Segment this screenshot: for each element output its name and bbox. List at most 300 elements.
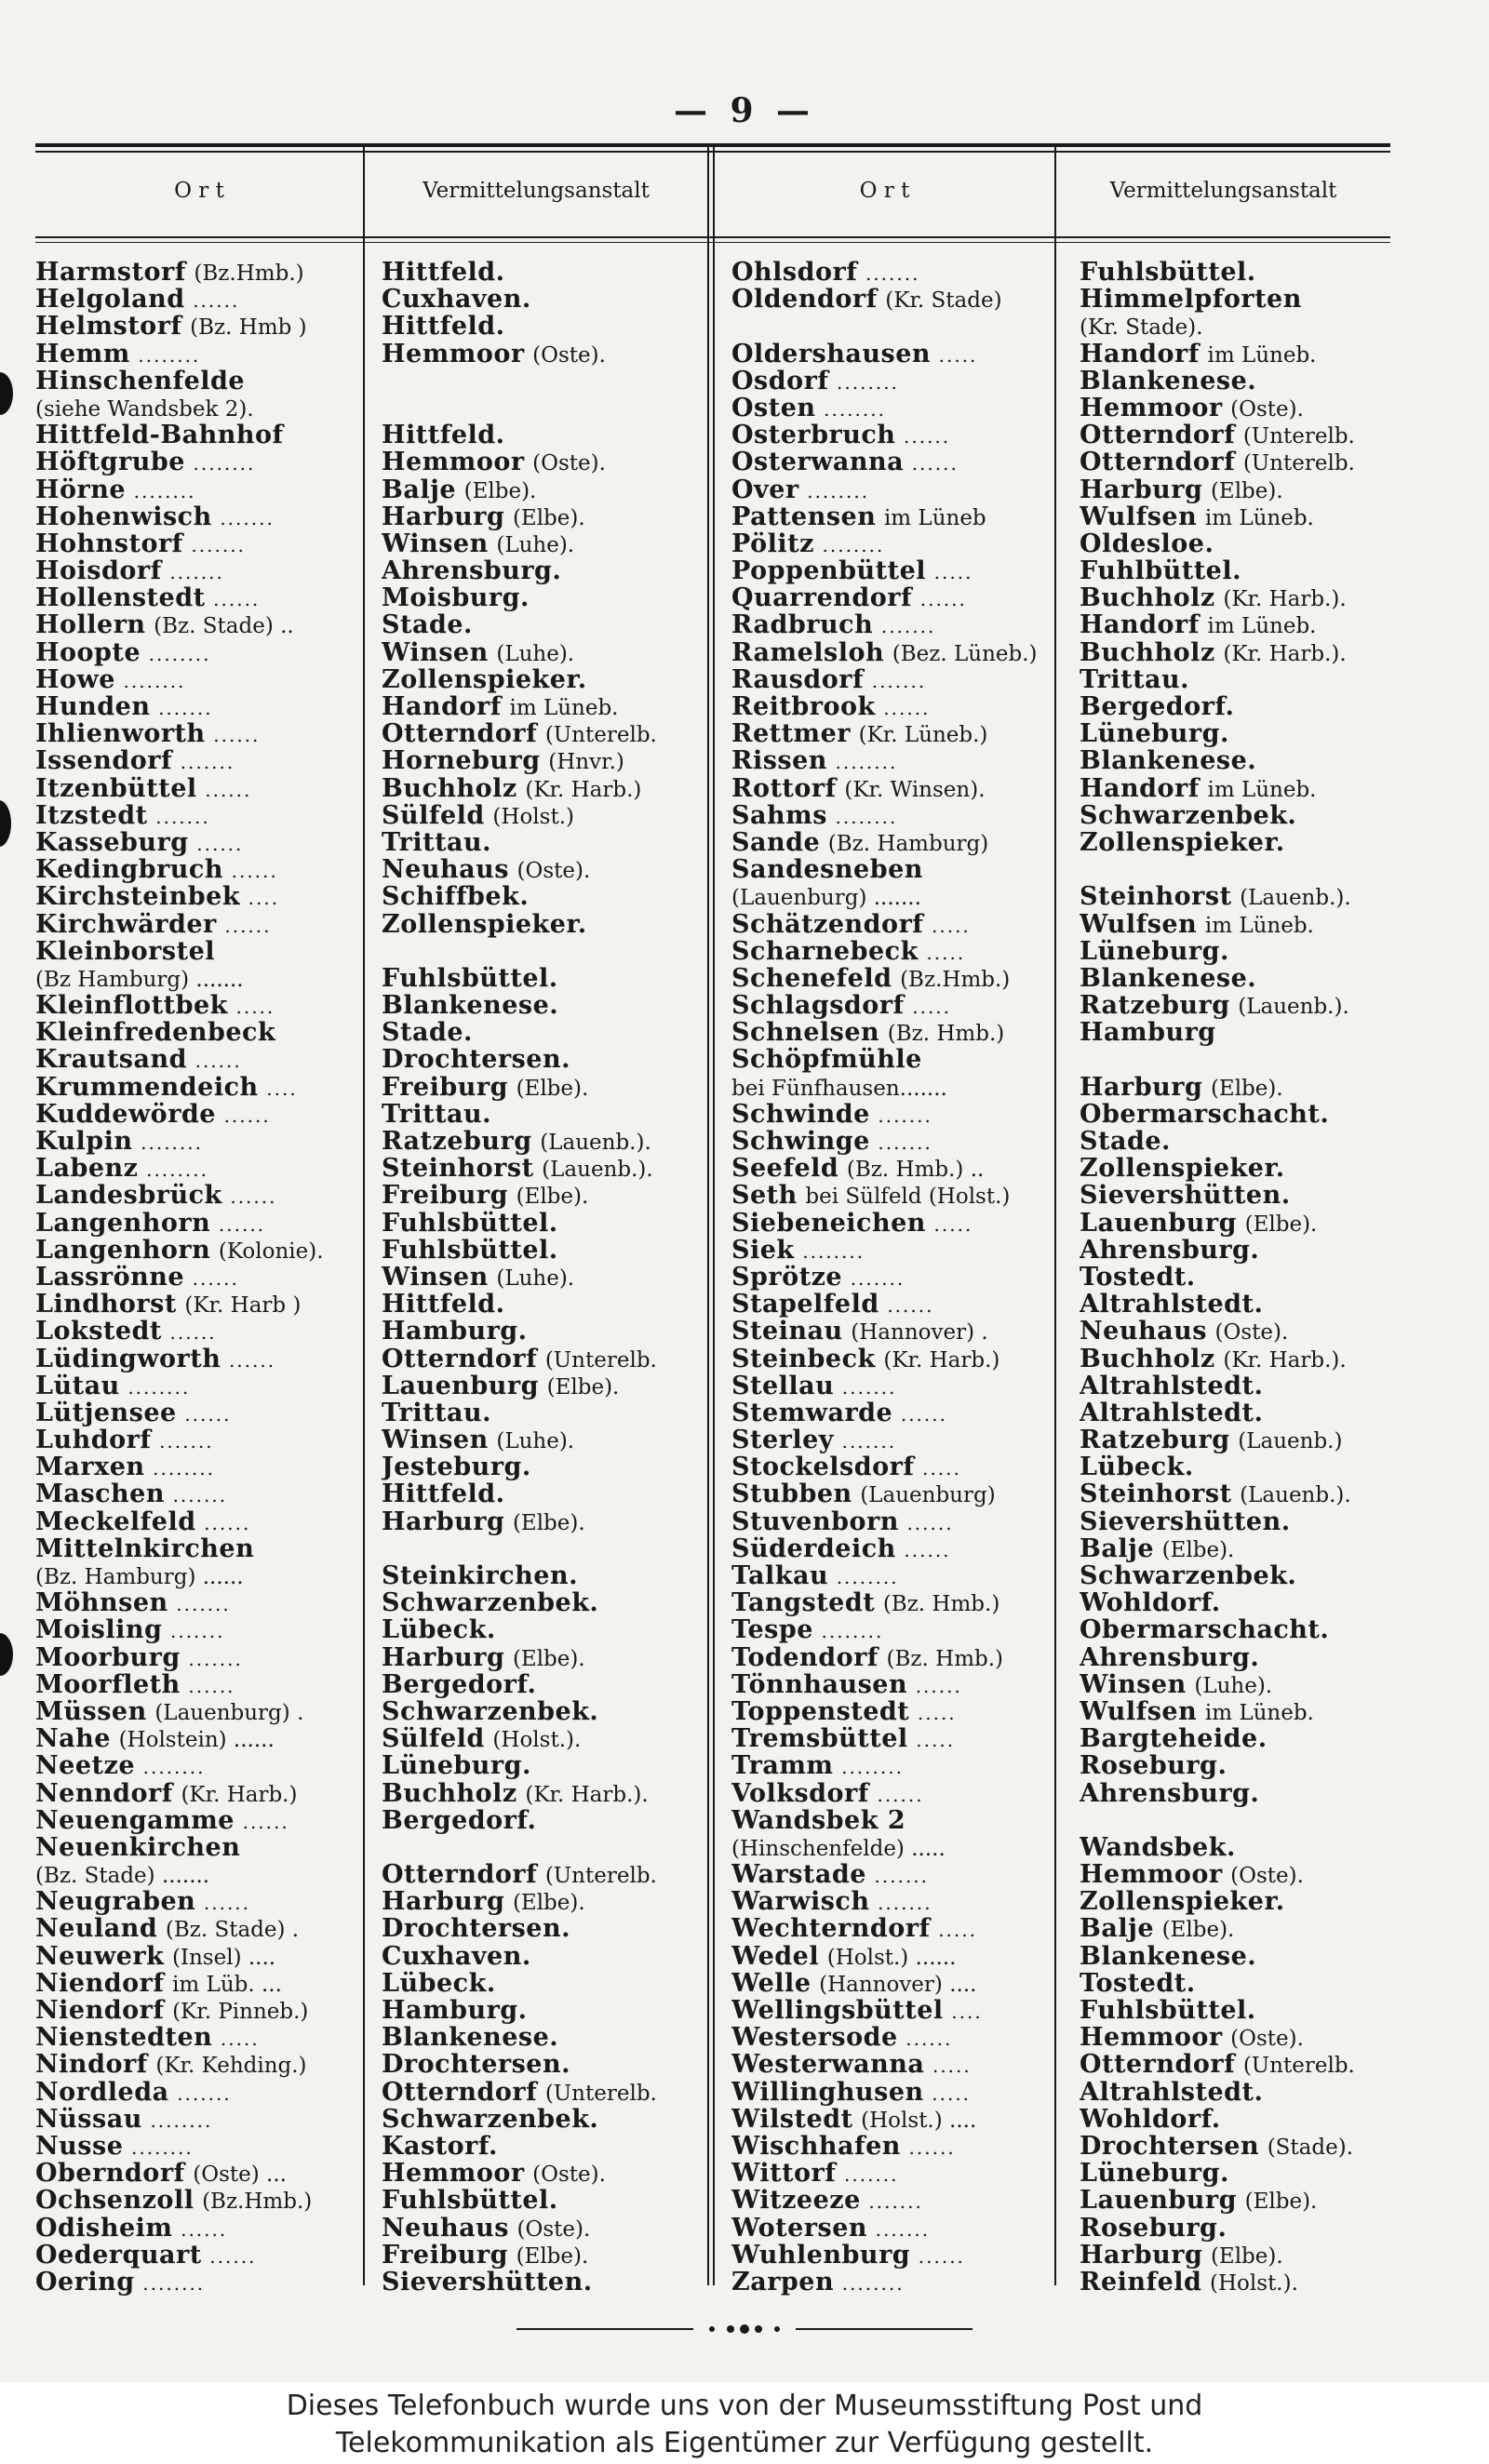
entry-name: Osten xyxy=(731,394,816,422)
exchange-entry xyxy=(1080,503,1392,530)
entry-name: Zollenspieker. xyxy=(1080,1155,1285,1183)
entry-name: Kirchwärder xyxy=(35,910,217,938)
entry-qualifier: (Lauenb.). xyxy=(540,1131,651,1155)
place-entry xyxy=(35,856,357,883)
entry-name: Kedingbruch xyxy=(35,856,224,884)
entry-qualifier: ..... xyxy=(235,996,275,1019)
entry-qualifier: bei Fünfhausen....... xyxy=(731,1076,947,1101)
entry-name: Nenndorf xyxy=(35,1779,173,1807)
exchange-entry xyxy=(382,992,705,1019)
place-entry xyxy=(731,1943,1050,1970)
entry-qualifier: ...... xyxy=(203,1892,251,1915)
entry-qualifier: (Oste). xyxy=(532,451,606,476)
entry-name: Lüneburg. xyxy=(1080,2160,1229,2188)
entry-name: Bergedorf. xyxy=(1080,693,1235,721)
entry-qualifier: ....... xyxy=(180,751,235,774)
place-entry xyxy=(731,1508,1050,1535)
entry-name: Winsen xyxy=(1080,1670,1187,1698)
place-entry xyxy=(731,1155,1050,1182)
entry-name: Bargteheide. xyxy=(1080,1725,1268,1753)
entry-qualifier: ........ xyxy=(142,2271,206,2295)
entry-qualifier: im Lüneb. xyxy=(1207,614,1317,639)
entry-name: Oberndorf xyxy=(35,2160,185,2188)
entry-name: Stapelfeld xyxy=(731,1291,879,1319)
exchange-entry xyxy=(1080,856,1392,883)
entry-qualifier: ....... xyxy=(169,1620,225,1643)
exchange-entry xyxy=(1080,1237,1392,1264)
exchange-entry xyxy=(382,1535,705,1562)
place-entry xyxy=(731,775,1050,802)
exchange-entry xyxy=(382,422,705,449)
entry-qualifier: ...... xyxy=(205,778,252,801)
exchange-entry xyxy=(1080,313,1392,340)
entry-name: Schwarzenbek. xyxy=(382,1589,599,1617)
entry-qualifier: (Luhe). xyxy=(496,1429,575,1454)
entry-name: Otterndorf xyxy=(382,2078,538,2106)
entry-name: Lütau xyxy=(35,1372,120,1399)
exchange-entry xyxy=(1080,1915,1392,1942)
entry-name: Lübeck. xyxy=(382,1616,496,1644)
entry-name: Ahrensburg. xyxy=(1080,1236,1260,1264)
entry-qualifier: (Unterelb. xyxy=(1242,424,1355,449)
entry-name: Wuhlenburg xyxy=(731,2241,911,2269)
entry-qualifier: ........ xyxy=(142,1756,206,1779)
exchange-entry xyxy=(1080,2079,1392,2106)
place-entry xyxy=(35,911,357,938)
entry-name: Krummendeich xyxy=(35,1073,259,1101)
place-entry xyxy=(35,1210,357,1237)
entry-name: Ahrensburg. xyxy=(382,557,562,585)
entry-name: Steinhorst xyxy=(382,1155,534,1183)
exchange-entry xyxy=(382,1970,705,1997)
place-entry xyxy=(731,1644,1050,1671)
header-ort-left: O r t xyxy=(174,179,224,203)
entry-name: Fuhlsbüttel. xyxy=(382,1209,558,1237)
entry-qualifier: (Kr. Kehding.) xyxy=(155,2054,307,2079)
exchange-entry xyxy=(382,1807,705,1834)
entry-qualifier: ....... xyxy=(875,2217,931,2241)
entry-qualifier: ...... xyxy=(905,2028,953,2051)
entry-qualifier: ....... xyxy=(868,2190,923,2214)
place-entry xyxy=(731,1318,1050,1345)
entry-name: Nienstedten xyxy=(35,2024,213,2052)
entry-name: Oederquart xyxy=(35,2241,202,2269)
place-entry xyxy=(35,1019,357,1046)
entry-name: Freiburg xyxy=(382,1182,508,1210)
entry-name: Obermarschacht. xyxy=(1080,1616,1330,1644)
entry-name: Schiffbek. xyxy=(382,883,530,911)
entry-name: Sievershütten. xyxy=(1080,1507,1291,1535)
place-entry xyxy=(731,802,1050,829)
place-entry xyxy=(731,449,1050,475)
place-entry xyxy=(731,1888,1050,1915)
place-entry xyxy=(35,286,357,313)
entry-name: Pölitz xyxy=(731,529,814,558)
entry-qualifier: (Kr. Stade) xyxy=(885,288,1002,314)
exchange-entry xyxy=(382,1725,705,1752)
ornament-divider xyxy=(0,2323,1489,2336)
binding-hole xyxy=(0,372,13,415)
entry-qualifier: ..... xyxy=(938,1919,977,1942)
entry-qualifier: (Oste). xyxy=(1214,1320,1289,1346)
place-entry xyxy=(35,1915,357,1942)
exchange-entry xyxy=(382,1915,705,1942)
entry-name: Kleinfredenbeck xyxy=(35,1019,276,1047)
place-entry xyxy=(35,1346,357,1373)
entry-name: Ratzeburg xyxy=(1080,992,1230,1020)
entry-name: Stubben xyxy=(731,1480,852,1508)
entry-name: Hunden xyxy=(35,693,151,721)
entry-name: Lüneburg. xyxy=(1080,937,1229,965)
exchange-entry xyxy=(1080,1562,1392,1589)
entry-name: Sande xyxy=(731,828,821,857)
entry-name: Issendorf xyxy=(35,747,173,775)
entry-qualifier: ........ xyxy=(822,533,885,556)
entry-name: Kleinflottbek xyxy=(35,992,228,1020)
entry-name: Balje xyxy=(1080,1534,1155,1562)
entry-qualifier: ..... xyxy=(912,996,952,1019)
entry-qualifier: ...... xyxy=(193,289,240,313)
entry-name: Ahrensburg. xyxy=(1080,1643,1260,1671)
exchange-entry xyxy=(382,530,705,557)
footer-line-1: Dieses Telefonbuch wurde uns von der Museumsstiftung Post und xyxy=(286,2390,1203,2422)
exchange-entry xyxy=(382,2242,705,2269)
entry-name: Lokstedt xyxy=(35,1318,162,1346)
entry-qualifier: ...... xyxy=(188,1674,235,1697)
entry-qualifier: ....... xyxy=(841,1430,897,1453)
exchange-entry xyxy=(1080,1264,1392,1291)
entry-name: Otterndorf xyxy=(1080,449,1236,476)
exchange-entry xyxy=(382,1508,705,1535)
exchange-entry xyxy=(1080,747,1392,774)
place-entry xyxy=(731,1752,1050,1779)
entry-qualifier: (Kr. Harb.). xyxy=(525,1782,649,1807)
entry-name: Volksdorf xyxy=(731,1779,869,1807)
place-entry xyxy=(35,1780,357,1807)
entry-name: Bergedorf. xyxy=(382,1670,537,1698)
entry-qualifier: (Holst.). xyxy=(1210,2270,1298,2296)
entry-qualifier: (Luhe). xyxy=(1194,1673,1273,1698)
entry-qualifier: (Luhe). xyxy=(496,532,575,557)
place-entry xyxy=(731,2133,1050,2160)
footer-banner xyxy=(0,2382,1489,2464)
entry-qualifier: ...... xyxy=(242,1810,289,1833)
entry-name: Itzstedt xyxy=(35,801,148,829)
place-entry xyxy=(35,965,357,992)
entry-qualifier: ........ xyxy=(148,642,211,665)
entry-name: Wohldorf. xyxy=(1080,2105,1221,2133)
entry-name: Stellau xyxy=(731,1372,835,1399)
entry-qualifier: ........ xyxy=(127,1375,191,1399)
entry-qualifier: (Elbe). xyxy=(512,1510,585,1535)
entry-qualifier: (Elbe). xyxy=(1161,1537,1235,1562)
entry-qualifier: (Hannover) . xyxy=(851,1320,988,1346)
entry-name: Rottorf xyxy=(731,774,837,802)
entry-qualifier: ..... xyxy=(933,1212,973,1236)
place-entry xyxy=(731,1480,1050,1507)
place-entry xyxy=(35,883,357,910)
exchange-entry xyxy=(1080,720,1392,747)
entry-name: Hamburg. xyxy=(382,1318,528,1346)
entry-name: Stockelsdorf xyxy=(731,1453,915,1481)
exchange-entry xyxy=(1080,1780,1392,1807)
entry-name: Roseburg. xyxy=(1080,2214,1227,2242)
entry-qualifier: (Lauenb.). xyxy=(542,1158,653,1183)
entry-name: Stade. xyxy=(382,1019,473,1047)
place-entry xyxy=(731,2160,1050,2187)
entry-qualifier: ....... xyxy=(871,669,927,692)
entry-qualifier: (Holst.) .... xyxy=(861,2108,977,2133)
entry-name: Schlagsdorf xyxy=(731,992,905,1020)
entry-name: Osterbruch xyxy=(731,422,896,449)
entry-name: Hittfeld. xyxy=(382,259,505,287)
exchange-entry xyxy=(382,1101,705,1128)
place-entry xyxy=(35,259,357,286)
entry-qualifier: ...... xyxy=(218,1212,266,1236)
entry-qualifier: (Elbe). xyxy=(516,2243,589,2269)
exchange-entry xyxy=(382,1888,705,1915)
entry-name: Harburg xyxy=(382,502,505,530)
place-entry xyxy=(35,368,357,395)
exchange-entry xyxy=(382,1426,705,1453)
entry-name: Talkau xyxy=(731,1562,829,1590)
entry-name: Luhdorf xyxy=(35,1426,152,1454)
entry-name: Fuhlsbüttel. xyxy=(382,2187,558,2215)
entry-name: Fuhlsbüttel. xyxy=(1080,259,1256,287)
entry-qualifier: .... xyxy=(248,887,280,910)
entry-name: Hörne xyxy=(35,475,127,503)
exchange-entry xyxy=(1080,395,1392,422)
exchange-entry xyxy=(1080,1616,1392,1643)
entry-name: Lübeck. xyxy=(382,1969,496,1997)
entry-name: Sprötze xyxy=(731,1263,843,1292)
entry-name: Hittfeld. xyxy=(382,422,505,449)
place-entry xyxy=(731,2269,1050,2296)
place-entry xyxy=(35,530,357,557)
entry-name: Blankenese. xyxy=(382,2024,559,2052)
entry-name: Steinhorst xyxy=(1080,1480,1232,1508)
place-entry xyxy=(35,829,357,856)
place-entry xyxy=(35,775,357,802)
entry-name: Schwarzenbek. xyxy=(1080,801,1297,829)
entry-name: Buchholz xyxy=(1080,1345,1215,1373)
entry-qualifier: im Lüneb xyxy=(883,505,986,530)
entry-name: Kulpin xyxy=(35,1128,133,1156)
place-entry xyxy=(731,395,1050,422)
entry-name: Neuhaus xyxy=(382,856,509,884)
place-entry xyxy=(35,1861,357,1888)
entry-qualifier: ........ xyxy=(807,479,870,502)
exchange-entry xyxy=(1080,965,1392,992)
entry-name: Stade. xyxy=(1080,1128,1171,1156)
entry-name: Howe xyxy=(35,665,115,693)
entry-name: Steinkirchen. xyxy=(382,1562,579,1590)
entry-qualifier: bei Sülfeld (Holst.) xyxy=(805,1185,1011,1210)
entry-qualifier: (Unterelb. xyxy=(1242,2054,1355,2079)
entry-name: Pattensen xyxy=(731,502,877,530)
footer-line-2: Telekommunikation als Eigentümer zur Verfügung gestellt. xyxy=(335,2427,1154,2459)
place-entry xyxy=(35,341,357,368)
exchange-entry xyxy=(1080,584,1392,611)
entry-qualifier: (Kr. Harb ) xyxy=(184,1293,302,1319)
entry-name: Buchholz xyxy=(382,774,517,802)
entry-name: Toppenstedt xyxy=(731,1697,910,1726)
place-entry xyxy=(731,666,1050,693)
entry-name: Neuengamme xyxy=(35,1806,235,1834)
entry-qualifier: ........ xyxy=(193,452,256,475)
place-entry xyxy=(731,259,1050,286)
exchange-entry xyxy=(382,1046,705,1073)
exchange-entry xyxy=(382,1019,705,1046)
exchange-entry xyxy=(1080,530,1392,557)
entry-name: Blankenese. xyxy=(382,992,559,1020)
entry-qualifier: ...... xyxy=(906,1511,954,1534)
entry-name: Langenhorn xyxy=(35,1236,211,1264)
entry-name: Krautsand xyxy=(35,1046,187,1074)
entry-name: Blankenese. xyxy=(1080,1942,1257,1970)
page-number: — 9 — xyxy=(673,91,816,130)
entry-name: Moisling xyxy=(35,1616,163,1644)
entry-name: Wandsbek 2 xyxy=(731,1806,906,1834)
entry-qualifier: ...... xyxy=(915,1674,962,1697)
entry-name: Handorf xyxy=(1080,774,1200,802)
entry-qualifier: ........ xyxy=(837,370,899,394)
entry-qualifier: ..... xyxy=(220,2028,260,2051)
exchange-entry xyxy=(1080,557,1392,584)
place-entry xyxy=(731,1915,1050,1942)
entry-qualifier: ....... xyxy=(188,1647,243,1670)
exchange-entry xyxy=(382,1155,705,1182)
entry-name: Ratzeburg xyxy=(382,1128,532,1156)
exchange-entry xyxy=(1080,1535,1392,1562)
place-entry xyxy=(35,1725,357,1752)
entry-qualifier: ..... xyxy=(917,1701,957,1724)
entry-qualifier: (Lauenb.). xyxy=(1240,886,1351,911)
place-entry xyxy=(731,1101,1050,1128)
exchange-entry xyxy=(1080,693,1392,720)
column-divider-3 xyxy=(1054,143,1056,2285)
entry-name: Trittau. xyxy=(382,1100,492,1128)
place-entry xyxy=(35,1671,357,1698)
place-entry xyxy=(731,1807,1050,1834)
place-entry xyxy=(35,313,357,340)
exchange-entry xyxy=(1080,1426,1392,1453)
place-entry xyxy=(731,1128,1050,1155)
exchange-entry xyxy=(1080,639,1392,666)
entry-name: Wischhafen xyxy=(731,2132,901,2161)
entry-qualifier: ...... xyxy=(904,425,951,449)
place-entry xyxy=(731,1074,1050,1101)
exchange-entry xyxy=(382,395,705,422)
entry-name: Trittau. xyxy=(382,1399,492,1427)
entry-qualifier: (Elbe). xyxy=(1244,1212,1318,1237)
exchange-entry xyxy=(382,802,705,829)
entry-qualifier: (Holst.) ...... xyxy=(826,1945,957,1970)
entry-name: Schwinde xyxy=(731,1100,870,1128)
entry-name: Blankenese. xyxy=(1080,367,1257,395)
entry-name: Lüneburg. xyxy=(1080,720,1229,748)
entry-qualifier: (Elbe). xyxy=(1210,1076,1283,1101)
entry-name: Nahe xyxy=(35,1725,111,1753)
entry-qualifier: (Kr. Lüneb.) xyxy=(858,723,988,748)
entry-name: Lauenburg xyxy=(1080,2187,1238,2215)
exchange-entry xyxy=(382,1861,705,1888)
place-entry xyxy=(35,422,357,449)
exchange-entry xyxy=(382,341,705,368)
place-entry xyxy=(731,1834,1050,1861)
exchange-entry xyxy=(1080,1210,1392,1237)
entry-qualifier: im Lüneb. xyxy=(1204,505,1314,530)
entry-name: Drochtersen. xyxy=(382,2051,571,2079)
entry-qualifier: (Hnvr.) xyxy=(548,750,624,775)
entry-name: Moorfleth xyxy=(35,1670,181,1698)
entry-name: Schwarzenbek. xyxy=(1080,1562,1297,1590)
exchange-entry xyxy=(1080,1861,1392,1888)
entry-qualifier: ...... xyxy=(213,588,261,611)
entry-name: Hoopte xyxy=(35,638,141,666)
entry-name: Wulfsen xyxy=(1080,1697,1198,1726)
exchange-entry xyxy=(1080,1074,1392,1101)
header-anstalt-left: Vermittelungsanstalt xyxy=(423,179,650,203)
exchange-entry xyxy=(382,856,705,883)
place-entry xyxy=(731,2187,1050,2214)
header-ort-right: O r t xyxy=(859,179,910,203)
entry-name: Buchholz xyxy=(1080,638,1215,666)
entry-qualifier: im Lüb. ... xyxy=(172,1972,282,1997)
entry-name: Welle xyxy=(731,1969,812,1997)
entry-qualifier: (Unterelb. xyxy=(1242,451,1355,476)
entry-name: Westersode xyxy=(731,2024,898,2052)
exchange-entry xyxy=(382,1237,705,1264)
place-entry xyxy=(731,1997,1050,2024)
entry-name: Marxen xyxy=(35,1453,145,1481)
entry-name: Hemmoor xyxy=(382,2160,525,2188)
entry-qualifier: ....... xyxy=(177,2082,232,2105)
exchange-entry xyxy=(1080,1480,1392,1507)
place-entry xyxy=(35,1480,357,1507)
entry-qualifier: (Bz.Hmb.) xyxy=(194,261,304,286)
place-entry xyxy=(731,883,1050,910)
entry-name: Schöpfmühle xyxy=(731,1046,922,1074)
entry-name: Sievershütten. xyxy=(1080,1182,1291,1210)
entry-name: Rettmer xyxy=(731,720,852,748)
entry-name: Kleinborstel xyxy=(35,937,216,965)
entry-qualifier: ...... xyxy=(231,860,278,883)
exchange-entry xyxy=(1080,1644,1392,1671)
column-divider-2b xyxy=(713,143,715,2285)
exchange-entry xyxy=(1080,1725,1392,1752)
exchange-entry xyxy=(1080,1046,1392,1073)
entry-name: Ratzeburg xyxy=(1080,1426,1230,1454)
place-entry xyxy=(731,1346,1050,1373)
entry-name: Kuddewörde xyxy=(35,1100,216,1128)
entry-qualifier: ....... xyxy=(844,2163,899,2187)
entry-name: Lassrönne xyxy=(35,1263,185,1292)
entry-name: Schnelsen xyxy=(731,1019,880,1047)
entry-qualifier: ...... xyxy=(919,588,967,611)
exchange-entry xyxy=(1080,992,1392,1019)
entry-name: Hemm xyxy=(35,340,130,368)
entry-qualifier: (Unterelb. xyxy=(544,723,657,748)
entry-qualifier: ...... xyxy=(918,2244,965,2268)
entry-qualifier: (Holstein) ...... xyxy=(118,1728,275,1753)
place-entry xyxy=(35,1318,357,1345)
entry-name: Nusse xyxy=(35,2132,124,2161)
exchange-entry xyxy=(382,259,705,286)
exchange-entry xyxy=(382,1182,705,1209)
entry-qualifier: ........ xyxy=(821,1620,884,1643)
entry-qualifier: (Bez. Lüneb.) xyxy=(892,641,1038,666)
